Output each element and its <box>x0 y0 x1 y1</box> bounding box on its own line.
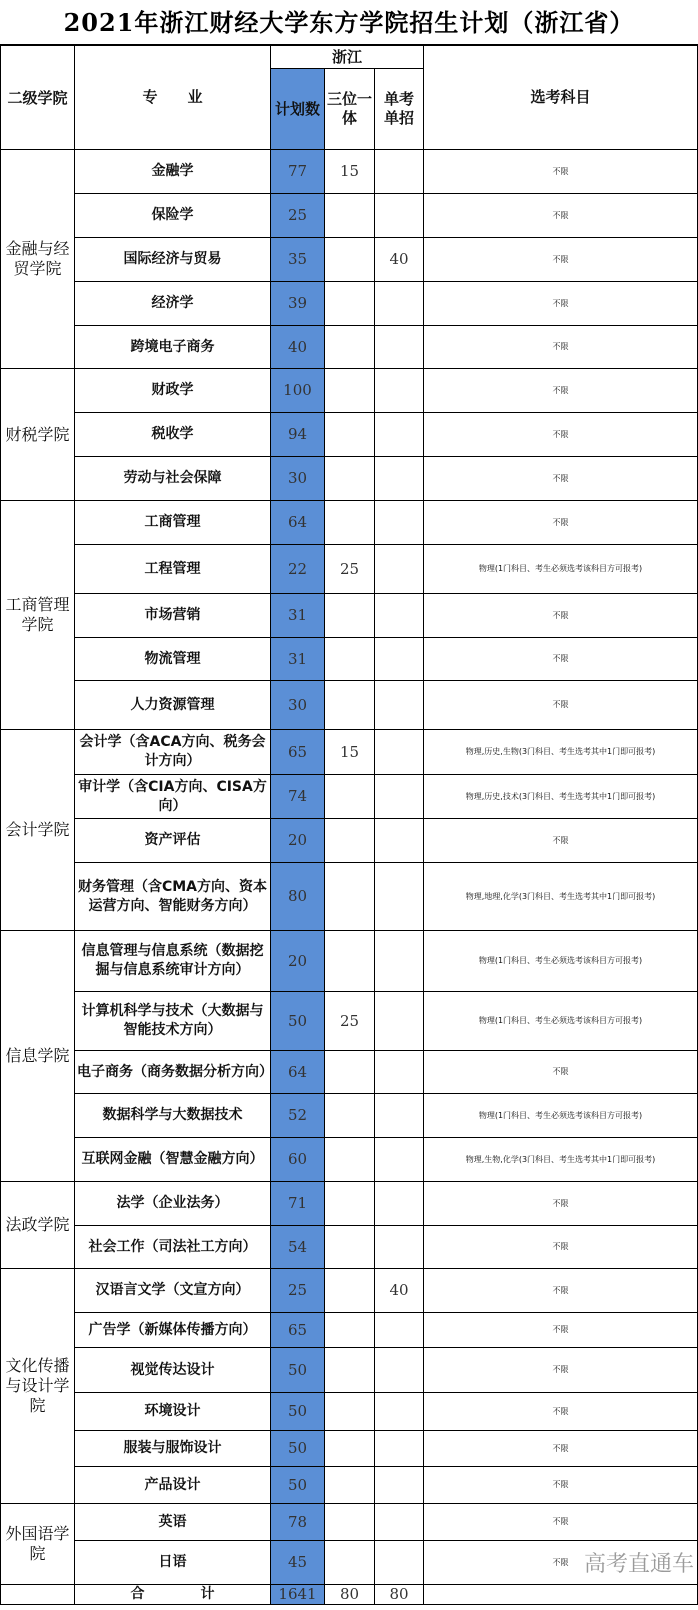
watermark: 高考直通车 <box>584 1552 695 1577</box>
subject-requirement: 不限 <box>424 819 698 863</box>
major-name: 汉语言文学（文宣方向） <box>75 1269 271 1313</box>
plan-count: 31 <box>271 638 325 681</box>
subject-requirement: 不限 <box>424 681 698 730</box>
sanwei-count <box>325 819 375 863</box>
subject-requirement: 不限 <box>424 1393 698 1431</box>
major-name: 税收学 <box>75 413 271 457</box>
plan-count: 74 <box>271 775 325 819</box>
major-name: 经济学 <box>75 282 271 326</box>
sanwei-count: 25 <box>325 545 375 594</box>
header-major: 专 业 <box>75 46 271 150</box>
dankao-count <box>375 931 424 992</box>
sanwei-count <box>325 775 375 819</box>
table-row <box>1 282 698 326</box>
college-name: 信息学院 <box>1 931 75 1182</box>
plan-count: 54 <box>271 1226 325 1269</box>
major-name: 审计学（含CIA方向、CISA方向） <box>75 775 271 819</box>
plan-count: 52 <box>271 1094 325 1138</box>
sanwei-count <box>325 1348 375 1393</box>
subject-requirement: 不限 <box>424 457 698 501</box>
subject-requirement: 不限 <box>424 594 698 638</box>
major-name: 工商管理 <box>75 501 271 545</box>
subject-requirement: 不限 <box>424 1226 698 1269</box>
table-row <box>1 638 698 681</box>
table-row <box>1 1504 698 1541</box>
plan-count: 25 <box>271 194 325 238</box>
sanwei-count <box>325 282 375 326</box>
table-row <box>1 457 698 501</box>
college-name: 文化传播与设计学院 <box>1 1269 75 1504</box>
plan-count: 78 <box>271 1504 325 1541</box>
dankao-count <box>375 992 424 1051</box>
plan-count: 35 <box>271 238 325 282</box>
dankao-count: 40 <box>375 238 424 282</box>
plan-count: 71 <box>271 1182 325 1226</box>
major-name: 会计学（含ACA方向、税务会计方向） <box>75 730 271 775</box>
header-college: 二级学院 <box>1 46 75 150</box>
table-row <box>1 863 698 931</box>
total-label: 合 计 <box>75 1585 271 1605</box>
table-row <box>1 1138 698 1182</box>
sanwei-count <box>325 1094 375 1138</box>
total-dankao: 80 <box>375 1585 424 1605</box>
table-row <box>1 1348 698 1393</box>
dankao-count <box>375 1348 424 1393</box>
sanwei-count <box>325 326 375 369</box>
subject-requirement: 不限 <box>424 501 698 545</box>
sanwei-count <box>325 1541 375 1585</box>
plan-count: 20 <box>271 931 325 992</box>
sanwei-count <box>325 1051 375 1094</box>
sanwei-count <box>325 863 375 931</box>
table-row <box>1 819 698 863</box>
major-name: 日语 <box>75 1541 271 1585</box>
subject-requirement: 不限 <box>424 326 698 369</box>
subject-requirement: 不限 <box>424 1348 698 1393</box>
table-row <box>1 1226 698 1269</box>
subject-requirement: 不限 <box>424 194 698 238</box>
dankao-count <box>375 194 424 238</box>
major-name: 法学（企业法务） <box>75 1182 271 1226</box>
table-row <box>1 681 698 730</box>
dankao-count <box>375 1431 424 1467</box>
dankao-count <box>375 1051 424 1094</box>
college-name: 会计学院 <box>1 730 75 931</box>
header-sanwei: 三位一体 <box>325 69 375 150</box>
dankao-count <box>375 1226 424 1269</box>
total-sanwei: 80 <box>325 1585 375 1605</box>
table-row <box>1 501 698 545</box>
plan-count: 94 <box>271 413 325 457</box>
sanwei-count <box>325 1269 375 1313</box>
plan-count: 65 <box>271 730 325 775</box>
subject-requirement: 不限 <box>424 1313 698 1348</box>
major-name: 计算机科学与技术（大数据与智能技术方向） <box>75 992 271 1051</box>
major-name: 产品设计 <box>75 1467 271 1504</box>
dankao-count <box>375 413 424 457</box>
plan-count: 64 <box>271 1051 325 1094</box>
plan-count: 30 <box>271 457 325 501</box>
college-name: 工商管理学院 <box>1 501 75 730</box>
dankao-count <box>375 819 424 863</box>
college-name: 法政学院 <box>1 1182 75 1269</box>
major-name: 财政学 <box>75 369 271 413</box>
enrollment-table <box>0 45 698 1605</box>
major-name: 视觉传达设计 <box>75 1348 271 1393</box>
sanwei-count <box>325 638 375 681</box>
plan-count: 65 <box>271 1313 325 1348</box>
sanwei-count <box>325 1182 375 1226</box>
major-name: 跨境电子商务 <box>75 326 271 369</box>
table-row <box>1 369 698 413</box>
dankao-count <box>375 775 424 819</box>
subject-requirement: 物理(1门科目、考生必须选考该科目方可报考) <box>424 992 698 1051</box>
dankao-count <box>375 1541 424 1585</box>
major-name: 国际经济与贸易 <box>75 238 271 282</box>
major-name: 互联网金融（智慧金融方向） <box>75 1138 271 1182</box>
plan-count: 30 <box>271 681 325 730</box>
header-subjects: 选考科目 <box>424 46 698 150</box>
table-row <box>1 730 698 775</box>
dankao-count <box>375 369 424 413</box>
dankao-count <box>375 1313 424 1348</box>
subject-requirement: 物理(1门科目、考生必须选考该科目方可报考) <box>424 545 698 594</box>
dankao-count <box>375 730 424 775</box>
dankao-count <box>375 1467 424 1504</box>
table-row <box>1 1051 698 1094</box>
college-name: 财税学院 <box>1 369 75 501</box>
subject-requirement: 不限 <box>424 282 698 326</box>
subject-requirement: 不限 <box>424 1269 698 1313</box>
plan-count: 22 <box>271 545 325 594</box>
dankao-count <box>375 681 424 730</box>
sanwei-count <box>325 1138 375 1182</box>
subject-requirement: 物理,生物,化学(3门科目、考生选考其中1门即可报考) <box>424 1138 698 1182</box>
dankao-count <box>375 594 424 638</box>
major-name: 资产评估 <box>75 819 271 863</box>
major-name: 物流管理 <box>75 638 271 681</box>
plan-count: 50 <box>271 1348 325 1393</box>
subject-requirement: 不限 <box>424 238 698 282</box>
table-row <box>1 1467 698 1504</box>
dankao-count <box>375 1182 424 1226</box>
page-title: 2021年浙江财经大学东方学院招生计划（浙江省） <box>0 0 698 45</box>
major-name: 数据科学与大数据技术 <box>75 1094 271 1138</box>
sanwei-count: 15 <box>325 730 375 775</box>
table-row <box>1 194 698 238</box>
dankao-count <box>375 1094 424 1138</box>
total-plan: 1641 <box>271 1585 325 1605</box>
sanwei-count <box>325 194 375 238</box>
total-row <box>1 1585 698 1605</box>
dankao-count <box>375 282 424 326</box>
table-row <box>1 775 698 819</box>
dankao-count <box>375 545 424 594</box>
dankao-count <box>375 326 424 369</box>
major-name: 社会工作（司法社工方向） <box>75 1226 271 1269</box>
subject-requirement: 不限 <box>424 638 698 681</box>
table-row <box>1 1313 698 1348</box>
table-row <box>1 1431 698 1467</box>
subject-requirement: 物理,历史,生物(3门科目、考生选考其中1门即可报考) <box>424 730 698 775</box>
major-name: 工程管理 <box>75 545 271 594</box>
subject-requirement: 不限 <box>424 369 698 413</box>
plan-count: 31 <box>271 594 325 638</box>
plan-count: 25 <box>271 1269 325 1313</box>
plan-count: 45 <box>271 1541 325 1585</box>
header-row-top <box>1 46 698 69</box>
major-name: 劳动与社会保障 <box>75 457 271 501</box>
subject-requirement: 物理,地理,化学(3门科目、考生选考其中1门即可报考) <box>424 863 698 931</box>
sanwei-count <box>325 1393 375 1431</box>
plan-count: 60 <box>271 1138 325 1182</box>
table-row <box>1 992 698 1051</box>
sanwei-count <box>325 1313 375 1348</box>
major-name: 服装与服饰设计 <box>75 1431 271 1467</box>
table-row <box>1 594 698 638</box>
subject-requirement: 不限 <box>424 413 698 457</box>
header-dankao: 单考单招 <box>375 69 424 150</box>
dankao-count: 40 <box>375 1269 424 1313</box>
college-name: 金融与经贸学院 <box>1 150 75 369</box>
plan-count: 39 <box>271 282 325 326</box>
plan-count: 40 <box>271 326 325 369</box>
plan-count: 80 <box>271 863 325 931</box>
dankao-count <box>375 1504 424 1541</box>
subject-requirement: 物理(1门科目、考生必须选考该科目方可报考) <box>424 931 698 992</box>
dankao-count <box>375 1393 424 1431</box>
subject-requirement: 不限 <box>424 1541 698 1585</box>
plan-count: 50 <box>271 1467 325 1504</box>
subject-requirement: 不限 <box>424 150 698 194</box>
sanwei-count <box>325 1226 375 1269</box>
subject-requirement: 不限 <box>424 1504 698 1541</box>
dankao-count <box>375 150 424 194</box>
table-row <box>1 150 698 194</box>
subject-requirement: 物理,历史,技术(3门科目、考生选考其中1门即可报考) <box>424 775 698 819</box>
sanwei-count <box>325 238 375 282</box>
table-row <box>1 1094 698 1138</box>
major-name: 英语 <box>75 1504 271 1541</box>
dankao-count <box>375 457 424 501</box>
total-blank <box>1 1585 75 1605</box>
plan-count: 77 <box>271 150 325 194</box>
table-row <box>1 1393 698 1431</box>
sanwei-count <box>325 1504 375 1541</box>
plan-count: 20 <box>271 819 325 863</box>
subject-requirement: 物理(1门科目、考生必须选考该科目方可报考) <box>424 1094 698 1138</box>
table-row <box>1 326 698 369</box>
plan-count: 64 <box>271 501 325 545</box>
major-name: 广告学（新媒体传播方向） <box>75 1313 271 1348</box>
major-name: 保险学 <box>75 194 271 238</box>
plan-count: 50 <box>271 1393 325 1431</box>
table-row <box>1 1182 698 1226</box>
college-name: 外国语学院 <box>1 1504 75 1585</box>
table-row <box>1 238 698 282</box>
dankao-count <box>375 863 424 931</box>
header-plan: 计划数 <box>271 69 325 150</box>
sanwei-count <box>325 594 375 638</box>
sanwei-count <box>325 681 375 730</box>
subject-requirement: 不限 <box>424 1051 698 1094</box>
plan-count: 50 <box>271 992 325 1051</box>
header-region: 浙江 <box>271 46 424 69</box>
sanwei-count <box>325 1467 375 1504</box>
table-row <box>1 413 698 457</box>
sanwei-count: 25 <box>325 992 375 1051</box>
total-subjects-blank <box>424 1585 698 1605</box>
dankao-count <box>375 501 424 545</box>
sanwei-count <box>325 457 375 501</box>
table-row <box>1 931 698 992</box>
table-row <box>1 545 698 594</box>
major-name: 人力资源管理 <box>75 681 271 730</box>
sanwei-count: 15 <box>325 150 375 194</box>
dankao-count <box>375 638 424 681</box>
major-name: 信息管理与信息系统（数据挖掘与信息系统审计方向） <box>75 931 271 992</box>
subject-requirement: 不限 <box>424 1182 698 1226</box>
sanwei-count <box>325 369 375 413</box>
dankao-count <box>375 1138 424 1182</box>
subject-requirement: 不限 <box>424 1431 698 1467</box>
sanwei-count <box>325 413 375 457</box>
plan-count: 50 <box>271 1431 325 1467</box>
major-name: 市场营销 <box>75 594 271 638</box>
major-name: 电子商务（商务数据分析方向） <box>75 1051 271 1094</box>
sanwei-count <box>325 501 375 545</box>
sanwei-count <box>325 931 375 992</box>
major-name: 财务管理（含CMA方向、资本运营方向、智能财务方向） <box>75 863 271 931</box>
plan-count: 100 <box>271 369 325 413</box>
major-name: 环境设计 <box>75 1393 271 1431</box>
subject-requirement: 不限 <box>424 1467 698 1504</box>
major-name: 金融学 <box>75 150 271 194</box>
table-row <box>1 1269 698 1313</box>
sanwei-count <box>325 1431 375 1467</box>
